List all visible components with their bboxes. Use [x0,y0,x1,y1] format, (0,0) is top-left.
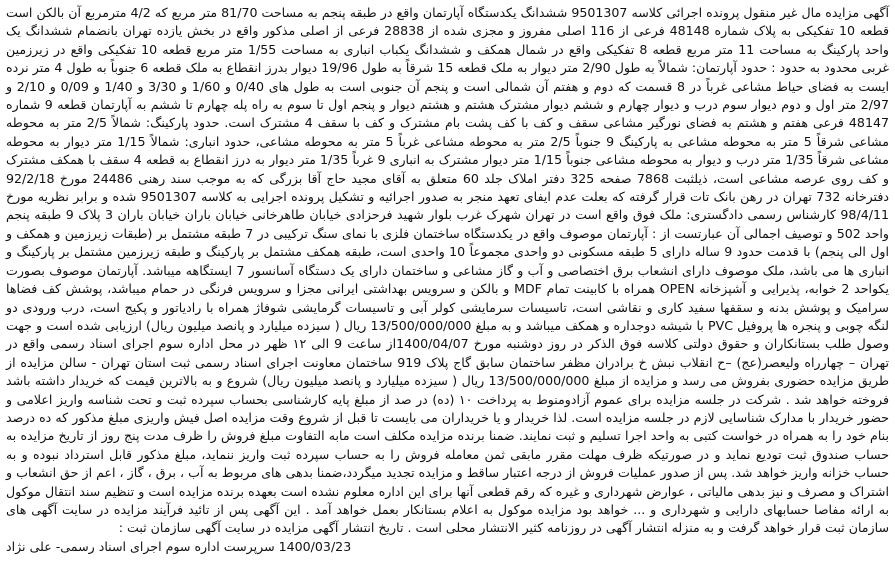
notice-footer: 1400/03/23 سرپرست اداره سوم اجرای اسناد رسمی- علی نژاد [6,538,352,554]
notice-body: آگهی مزایده مال غیر منقول پرونده اجرائی کلاسه 9501307 ششدانگ یکدستگاه آپارتمان واقع در طبقه پنجم به مساحت 81/70 متر مربع که 4/2 مترمربع آن بالکن است قطعه 10 تفکیکی به پلاک شماره 48148 فرعی از 116 اصلی مفروز و مجزی شده از 28838 فرعی از اصلی مذکور واقع در بخش یازده تهران بانضمام ششدانگ یک واحد پارکینگ به مساحت 11 متر مربع قطعه 8 تفکیکی واقع در شمال همکف و ششدانگ یکباب انباری به مساحت 1/55 متر مربع قطعه 10 تفکیکی واقع در زیرزمین غربی محدود به حدود : حدود آپارتمان: شمالاً به طول 2/90 متر دیوار به ملک قطعه 15 شرقاً به طول 19/96 دیوار بدرز انقطاع به ملک قطعه 6 جنوباً به طول 4 متر نرده ایست به فضای حیاط مشاعی غرباً در 8 قسمت که دوم و هفتم آن شمالی است و پنجم آن جنوبی است به طول های 0/40 و 1/60 و 3/30 و 1/40 و 0/09 و 2/10 و 2/97 متر اول و دوم دیوار سوم درب و دیوار چهارم و ششم دیوار مشترک هشتم و هشتم دیوار و پنجم اول تا سوم به راه پله چهارم تا ششم به آپارتمان قطعه 9 شماره 48147 فرعی هفتم و هشتم به فضای نورگیر مشاعی سقف و کف با کف پشت بام مشترک و کف با سقف 4 مشترک است. حدود پارکینگ: شمالاً 2/5 متر به محوطه مشاعی شرقاً 5 متر به محوطه مشاعی به پارکینگ 9 جنوباً 2/5 متر به محوطه مشاعی غرباً 5 متر به محوطه مشاعی، حدود انباری: شمالاً 1/15 متر دیوار به محوطه مشاعی شرقاً 1/35 متر درب و دیوار به محوطه مشاعی جنوباً 1/15 متر دیوار مشترک به انباری 9 غرباً 1/35 متر دیوار به درز انقطاع به قطعه 4 سقف با همکف مشترک و کف روی عرصه مشاعی است، ذیلثبت 7868 صفحه 325 دفتر املاک جلد 60 متعلق به آقای مجید حاج آقا بزرگی که به موجب سند رهنی 24486 مورخ 92/2/18 دفترخانه 732 تهران در رهن بانک تات قرار گرفته که بعلت عدم ایفای تعهد منجر به صدور اجرائیه و تشکیل پرونده اجرایی به کلاسه 9501307 شده و برابر نظریه مورخ 98/4/11 کارشناس رسمی دادگستری: ملک فوق واقع است در تهران شهرک غرب بلوار شهید فرحزادی خیابان طاهرخانی خیابان باران خیابان باران 3 پلاک 9 طبقه پنجم واحد 502 و توصیف اجمالی آن عبارتست از : آپارتمان موصوف واقع در یکدستگاه ساختمان فلزی با نمای سنگ ترکیبی در 7 طبقه مشتمل بر (طبقات زیرزمین و همکف و اول الی پنجم) با قدمت حدود 9 ساله دارای 5 طبقه مسکونی دو واحدی مجموعاً 10 واحدی است، طبقه همکف مشتمل بر پارکینگ و طبقه زیرزمین مشتمل بر پارکینگ و انباری ها می باشد، ملک موصوف دارای انشعاب برق اختصاصی و آب و گاز مشاعی و ساختمان دارای یک دستگاه آسانسور 7 ایستگاهه میباشد. آپارتمان موصوف بصورت یکواحد 2 خوابه، پذیرایی و آشپزخانه OPEN همراه با کابینت تمام MDF و بالکن و سرویس بهداشتی ایرانی مجزا و سرویس فرنگی در حمام میباشد، پوشش کف فضاها سرامیک و پوشش بدنه و سقفها سفید کاری و نقاشی است، تاسیسات سرمایشی کولر آبی و تاسیسات گرمایشی شوفاژ همراه با رادیاتور و پکیج است، درب ورودی دو لنگه چوبی و پنجره ها پروفیل PVC با شیشه دوجداره و همکف میباشد و به مبلغ 13/500/000/000 ریال ( سیزده میلیارد و پانصد میلیون ریال) ارزیابی شده است و جهت وصول طلب بستانکاران و حقوق دولتی کلاسه فوق الذکر در روز دوشنبه مورخ 1400/04/07از ساعت 9 الی ۱۲ ظهر در محل اداره سوم اجرای اسناد رسمی واقع در تهران – چهارراه ولیعصر(عج) –ح انقلاب نبش خ برادران مظفر ساختمان سابق گاج پلاک 919 ساختمان معاونت اجرای اسناد رسمی ثبت استان تهران - سالن مزایده از طریق مزایده حضوری بفروش می رسد و مزایده از مبلغ 13/500/000/000 ریال ( سیزده میلیارد و پانصد میلیون ریال) شروع و به بالاترین قیمت که خریدار داشته باشد فروخته خواهد شد . شرکت در جلسه مزایده برای عموم آزادومنوط به پرداخت ۱۰ (ده) در صد از مبلغ پایه کارشناسی بحساب سپرده ثبت و تحت شناسه واریز اعلامی و حضور خریدار با مدارک شناسایی لازم در جلسه مزایده است. لذا خریدار و یا خریداران می بایست تا قبل از شروع وقت مزایده اصل فیش واریزی مبلغ مذکور که ده درصد بنام خود را به همراه در خواست کتبی به واحد اجرا تسلیم و ثبت نمایند. ضمنا برنده مزایده مکلف است مابه التفاوت مبلغ فروش را ظرف مدت پنج روز از تاریخ مزایده به حساب صندوق ثبت تودیع نماید و در صورتیکه ظرف مهلت مقرر مابقی ثمن معامله فروش را به حساب سپرده ثبت واریز ننماید، مبلغ مذکور قابل استرداد نبوده و به حساب خزانه واریز خواهد شد. پس از صدور عملیات فروش از درجه اعتبار ساقط و مزایده تجدید میگردد،ضمنا بدهی های مربوط به آب ، برق ، گاز ، اعم از حق انشعاب و اشتراک و مصرف و نیز بدهی مالیاتی ، عوارض شهرداری و غیره که رقم قطعی آنها برای این اداره معلوم نشده است بعهده برنده مزایده است و تنظیم سند انتقال موکول به ارائه مفاصا حسابهای دارایی و شهرداری و ... خواهد بود مزایده موکول به اعلام بستانکار بعمل خواهد آمد . این آگهی پس از تائید فرآیند مزایده در سایت آگهی های سازمان ثبت قرار خواهد گرفت و به منزله انتشار آگهی در روزنامه کثیر الانتشار محلی است . تاریخ انتشار آگهی مزایده در سایت آگهی سازمان ثبت : [6,5,890,536]
